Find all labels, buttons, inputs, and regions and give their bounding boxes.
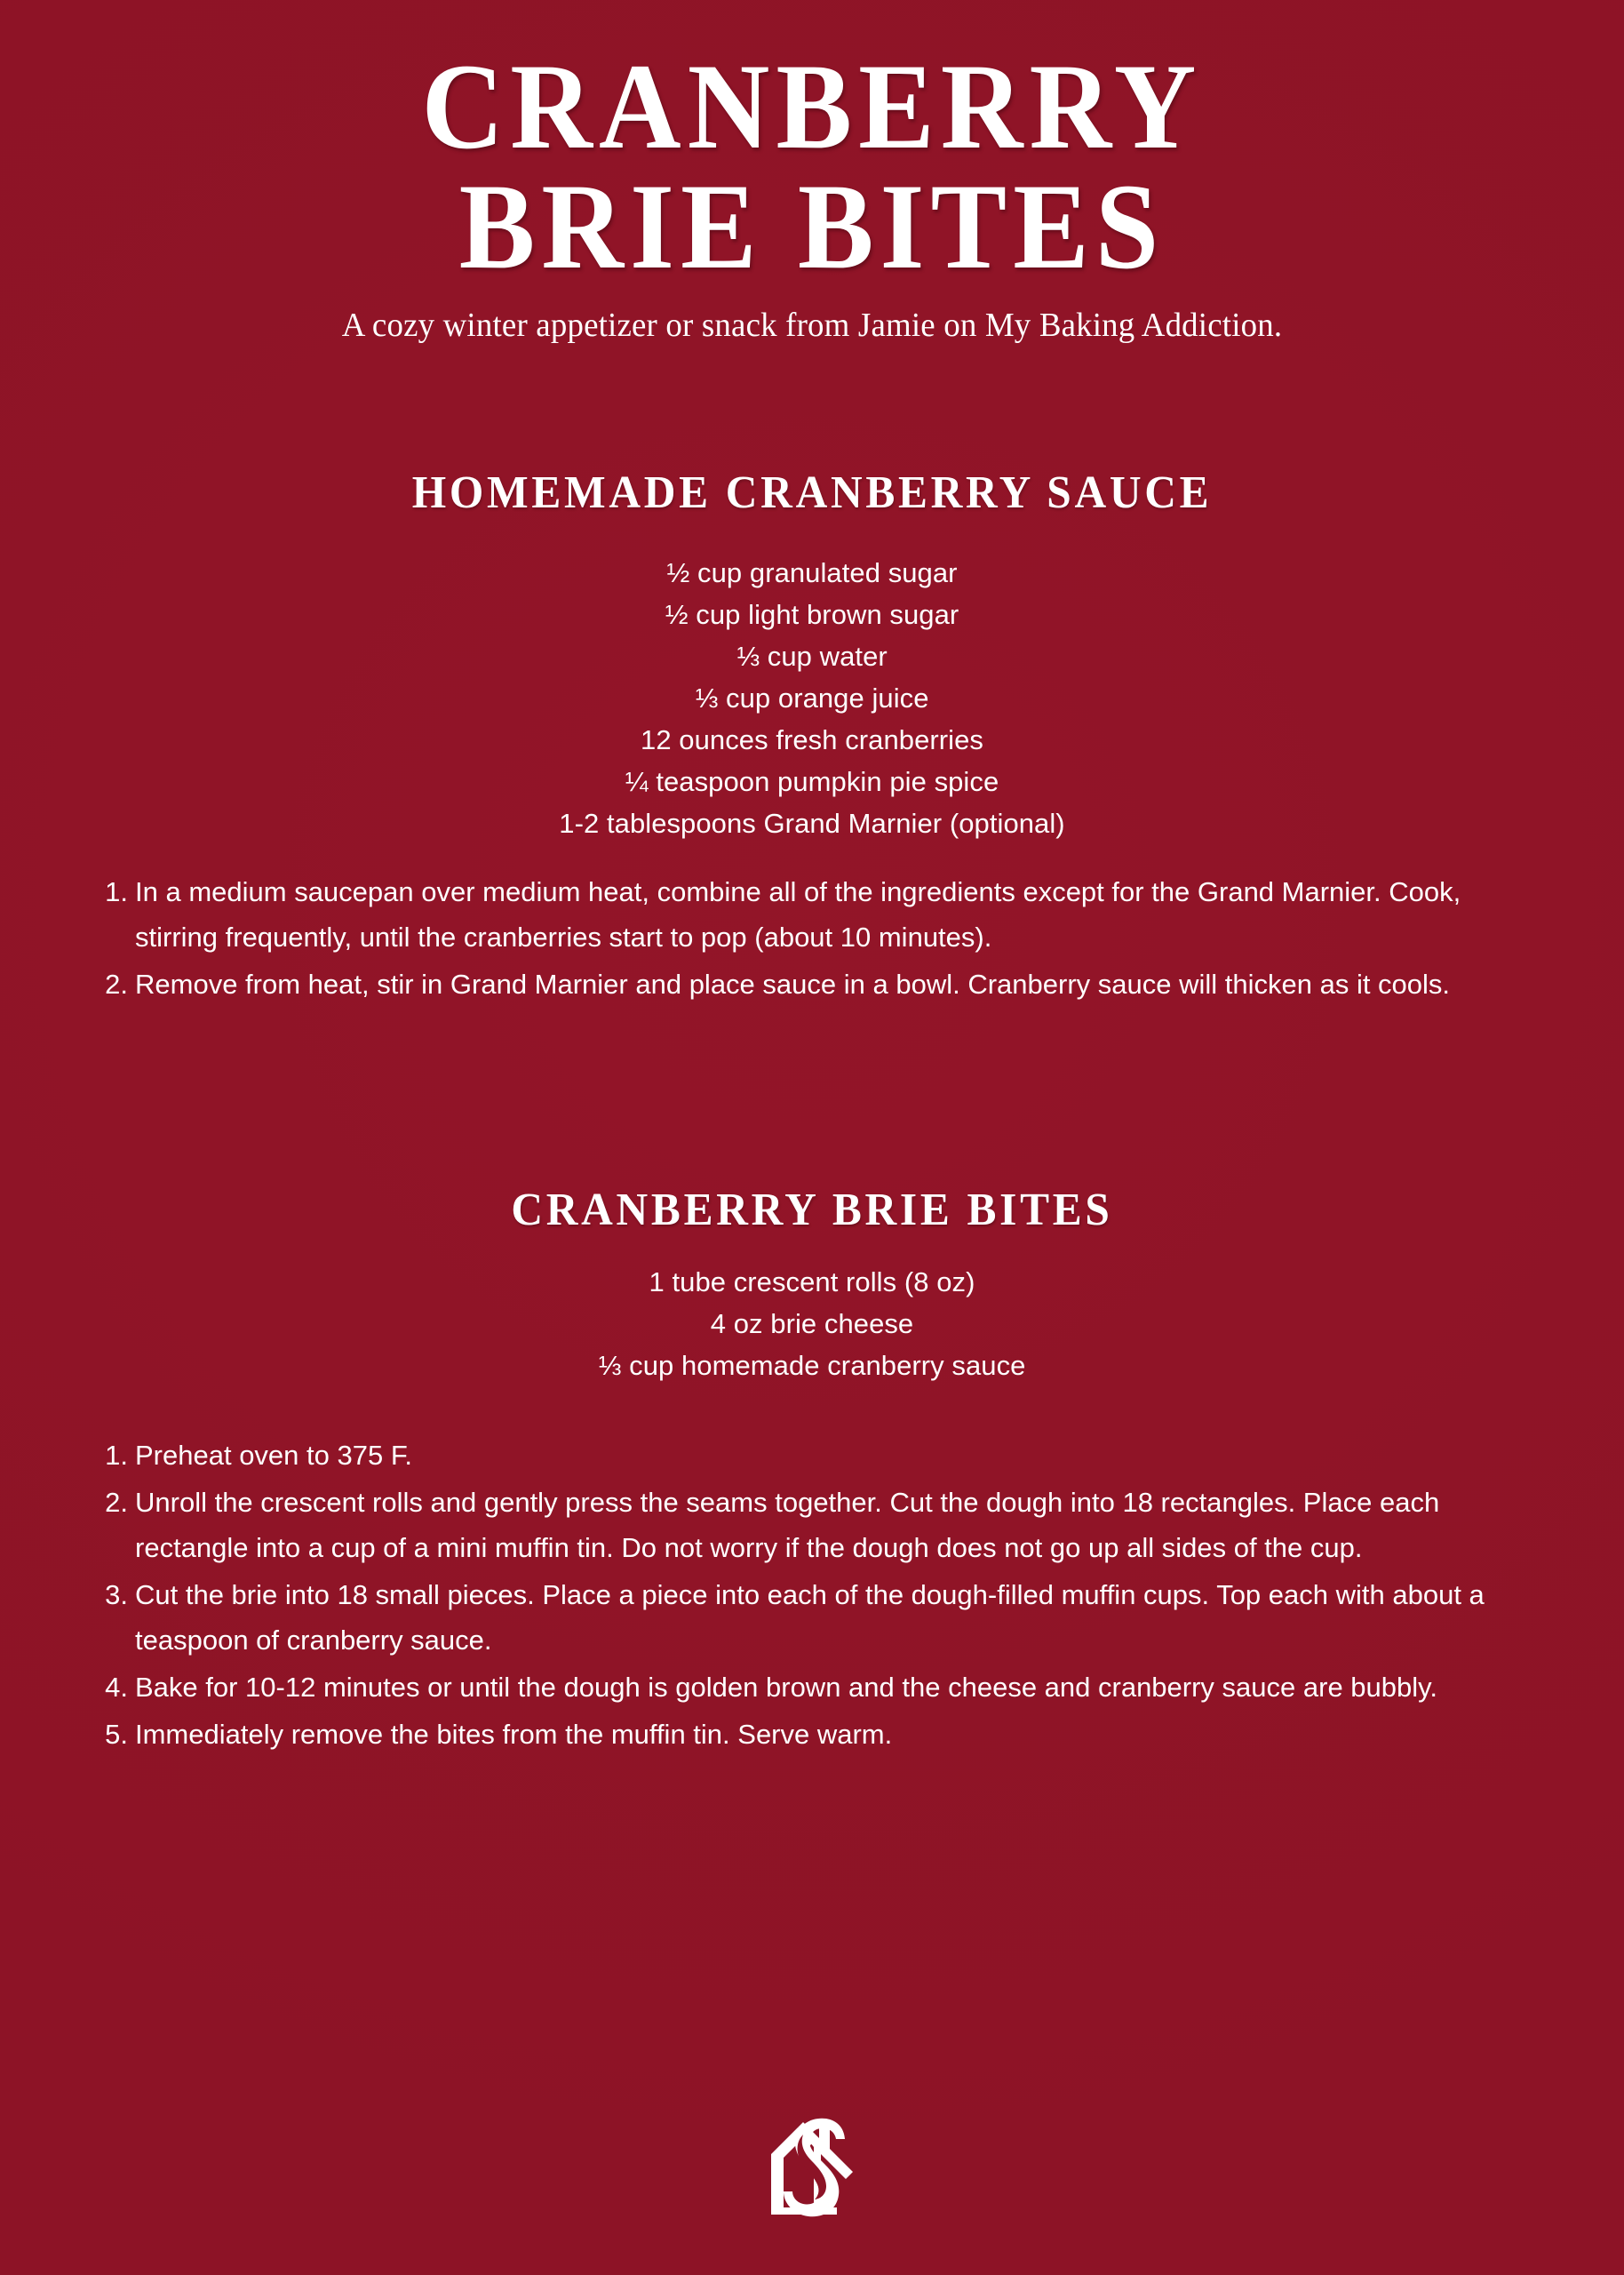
list-item: 1-2 tablespoons Grand Marnier (optional) [559,807,1065,839]
footer [0,2115,1624,2220]
list-item [96,869,1528,960]
section-homemade-cranberry-sauce [0,469,1624,1009]
step-number: 1. [105,875,128,907]
list-item [96,1480,1528,1570]
section-heading: HOMEMADE CRANBERRY SAUCE [411,467,1213,519]
instruction-list [96,869,1528,1007]
list-item: 1 tube crescent rolls (8 oz) [649,1266,975,1298]
step-number: 3. [105,1579,128,1611]
list-item: ¼ teaspoon pumpkin pie spice [625,765,999,797]
list-item: ½ cup light brown sugar [665,598,959,630]
step-number: 1. [105,1440,128,1472]
list-item: ⅓ cup homemade cranberry sauce [598,1350,1026,1382]
list-item [96,962,1528,1007]
page-title-line-2: BRIE BITES [458,158,1166,295]
list-item [96,1433,1528,1478]
step-text: Bake for 10-12 minutes or until the dough is golden brown and the cheese and cranberry sauce are bubbly. [135,1672,1437,1704]
step-text: Immediately remove the bites from the muffin tin. Serve warm. [135,1719,893,1751]
step-text: Cut the brie into 18 small pieces. Place a piece into each of the dough-filled muffin cups. Top each with about a teaspoon of cranberry sauce. [135,1579,1485,1656]
step-number: 4. [105,1672,128,1704]
list-item: ½ cup granulated sugar [666,556,958,588]
page-subtitle: A cozy winter appetizer or snack from Jamie on My Baking Addiction. [341,307,1283,345]
title-block [0,0,1624,347]
step-text: Unroll the crescent rolls and gently press the seams together. Cut the dough into 18 rectangles. Place each rectangle into a cup of a mini muffin tin. Do not worry if the dough does not go up all sides of the cup. [135,1487,1440,1564]
list-item [96,1572,1528,1663]
section-heading: CRANBERRY BRIE BITES [511,1184,1113,1235]
list-item [96,1712,1528,1757]
section-cranberry-brie-bites [0,1186,1624,1760]
step-text: In a medium saucepan over medium heat, combine all of the ingredients except for the Grand Marnier. Cook, stirring frequently, until the cranberries start to pop (about 10 minutes). [135,875,1461,953]
page-title [57,38,1567,295]
list-item: 12 ounces fresh cranberries [641,723,983,755]
ingredient-list [0,1261,1624,1386]
house-s-monogram-icon [764,2115,860,2220]
step-number: 2. [105,968,128,1000]
step-text: Remove from heat, stir in Grand Marnier and place sauce in a bowl. Cranberry sauce will thicken as it cools. [135,968,1451,1000]
list-item: 4 oz brie cheese [710,1308,914,1340]
page-title-line-1: CRANBERRY [421,38,1203,174]
step-number: 5. [105,1719,128,1751]
list-item [96,1664,1528,1710]
list-item: ⅓ cup orange juice [695,682,929,714]
step-text: Preheat oven to 375 F. [135,1440,412,1472]
list-item: ⅓ cup water [736,640,888,672]
step-number: 2. [105,1487,128,1519]
instruction-list [96,1433,1528,1757]
ingredient-list [0,552,1624,844]
